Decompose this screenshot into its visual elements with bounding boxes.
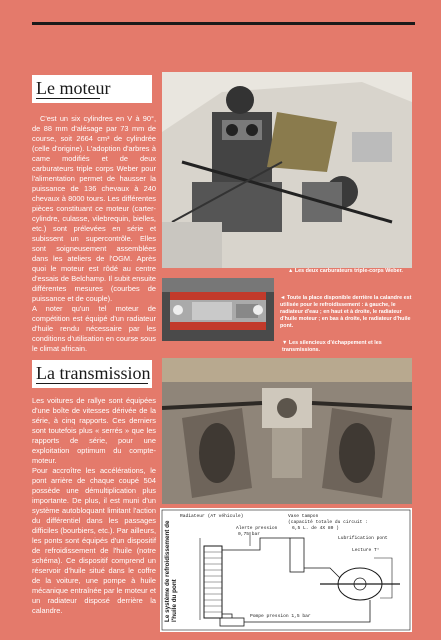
photo-exhaust-transmission (162, 358, 412, 504)
label-alert: Alerte pression (236, 526, 278, 531)
transmission-body-text (32, 396, 156, 616)
label-lubrication: Lubrification pont (338, 536, 388, 541)
title-underline (36, 383, 148, 384)
diagram-vertical-title: Le système de refroidissement de l'huile du pont (164, 520, 178, 622)
transmission-paragraph-1: Les voitures de rallye sont équipées d'une boîte de vitesses dérivée de la série, à cinq rapports. Ces derniers sont toutefois plus « serrés » que les rapports de série, pour une exploitation optimum du compte-moteur. (32, 396, 156, 465)
top-rule (32, 22, 415, 25)
oil-cooling-diagram (160, 508, 412, 632)
exhaust-illustration (162, 358, 412, 504)
transmission-paragraph-2: Pour accroître les accélérations, le pont arrière de chaque coupé 504 possède une démultiplication plus importante. De plus, il est muni d'un système autobloquant limitant l'action du différentiel dans les passages difficiles (bourbiers, etc.). Par ailleurs, les ponts sont équipés d'un dispositif de refroidissement de l'huile (notre schéma). Ce dispositif comprend un réservoir d'huile situé dans le coffre de la voiture, une pompe à huile mécanique entraînée par le moteur et un radiateur disposé derrière la calandre. (32, 466, 156, 615)
section-title-transmission: La transmission (36, 363, 151, 383)
moteur-body-text (32, 114, 156, 354)
section-title-moteur: Le moteur (36, 78, 111, 98)
title-underline (36, 98, 100, 99)
label-tank-capacity: 6,5 L. de 4X 80 ) (292, 526, 339, 531)
label-alert-value: 0,75 bar (238, 532, 261, 537)
label-tank: Vase tampon (288, 514, 319, 519)
label-tank-detail: (capacité totale du circuit : (288, 520, 368, 525)
caption-exhaust: ▼ Les silencieux d'échappement et les transmissions. (282, 340, 382, 353)
label-radiator: Radiateur (AT véhicule) (180, 514, 244, 519)
engine-illustration (162, 72, 412, 268)
moteur-paragraph-2: A noter qu'un tel moteur de compétition est équipé d'un radiateur d'huile rendu nécessaire par les conditions d'utilisation en course sous le climat africain. (32, 304, 156, 353)
caption-radiators: ◄ Toute la place disponible derrière la calandre est utilisée pour le refroidissement : à gauche, le radiateur d'eau ; en haut et à droite, le radiateur d'huile moteur ; en bas à droite, le radiateur d'huile pont. (280, 295, 412, 329)
moteur-paragraph-1: C'est un six cylindres en V à 90°, de 88 mm d'alésage par 73 mm de course, soit 2664 cm³ de cylindrée (celle d'origine). L'adoption d'arbres à came modifiés et de deux carburateurs triple corps Weber pour l'alimentation permet de hausser la puissance de 136 chevaux à 240 chevaux à 8000 tours. Les différentes pièces constituant ce moteur (carter-cylindre, culasse, vilebrequin, bielles, etc.) sont prélevées en série et subissent un supercontrôle. Elles sont soigneusement assemblées dans les ateliers de l'OGM. Après quoi le moteur est rôdé au centre d'essais de Belchamp. Il subit ensuite différentes mesures (courbes de puissance et de couple). (32, 114, 156, 303)
label-reading: Lecture T° (352, 548, 380, 553)
label-pump: Pompe pression 1,5 bar (250, 614, 311, 619)
caption-carburetors: ▲ Les deux carburateurs triple-corps Weber. (288, 268, 403, 274)
photo-engine-bay (162, 72, 412, 268)
photo-radiators (162, 278, 274, 341)
radiator-illustration (162, 278, 274, 341)
